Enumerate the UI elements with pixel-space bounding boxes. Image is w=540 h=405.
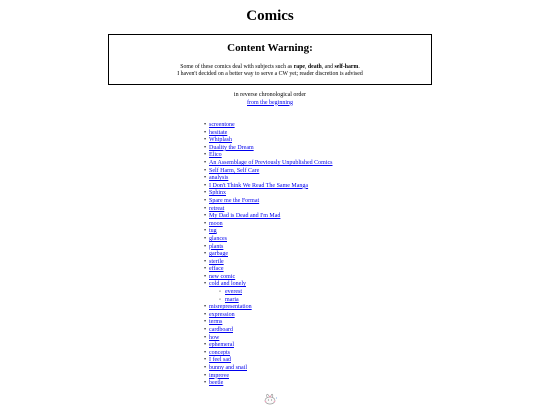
comic-link-everest[interactable]: everest (225, 289, 242, 296)
comic-link-moon[interactable]: moon (209, 220, 223, 227)
warning-line1-prefix: Some of these comics deal with subjects such as (180, 64, 294, 70)
list-item (209, 380, 333, 388)
comic-link-i-feel-sad[interactable]: I feel sad (209, 357, 231, 364)
comic-link-improve[interactable]: improve (209, 372, 229, 379)
comic-link-tug[interactable]: tug (209, 228, 217, 235)
list-item (225, 297, 333, 305)
list-item (209, 198, 333, 206)
comic-link-spare-me-the-format[interactable]: Spare me the Format (209, 197, 260, 204)
comic-link-glances[interactable]: glances (209, 235, 227, 242)
warning-title: Content Warning: (227, 42, 313, 54)
list-item (209, 130, 333, 138)
list-item (209, 274, 333, 282)
list-item (209, 342, 333, 350)
list-item (225, 289, 333, 297)
list-item (209, 213, 333, 221)
list-item (209, 365, 333, 373)
list-item (209, 373, 333, 381)
comic-link-maria[interactable]: maria (225, 296, 239, 303)
warning-end: . (358, 64, 360, 70)
warning-text (109, 64, 431, 78)
comic-link-efface[interactable]: efface (209, 266, 224, 273)
list-item (209, 312, 333, 320)
list-item (209, 137, 333, 145)
list-item (209, 251, 333, 259)
comic-link-ephemeral[interactable]: ephemeral (209, 342, 234, 349)
comic-link-misrepresentation[interactable]: misrepresentation (209, 304, 252, 311)
list-item (209, 327, 333, 335)
list-item (209, 175, 333, 183)
comic-link-screentone[interactable]: screentone (209, 122, 235, 128)
comic-link-sterile[interactable]: sterile (209, 258, 224, 265)
cold-and-lonely-sublist (209, 289, 333, 304)
comic-link-assemblage[interactable]: An Assemblage of Previously Unpublished Comics (209, 159, 333, 166)
comic-link-retreat[interactable]: retreat (209, 205, 225, 212)
list-item (209, 206, 333, 214)
warning-rape: rape (293, 64, 305, 70)
list-item (209, 259, 333, 267)
list-item (209, 183, 333, 191)
comic-link-elico[interactable]: Elico (209, 152, 222, 159)
comic-link-concepts[interactable]: concepts (209, 349, 230, 356)
list-item (209, 160, 333, 168)
list-item (209, 122, 333, 130)
list-item (209, 228, 333, 236)
list-item (209, 304, 333, 312)
warning-sep1: , (305, 64, 308, 70)
order-text: in reverse chronological order (233, 92, 307, 98)
comic-link-sphinx[interactable]: Sphinx (209, 190, 227, 197)
comic-link-cardboard[interactable]: cardboard (209, 327, 233, 334)
comic-link-self-harm-self-care[interactable]: Self Harm, Self Care (209, 167, 260, 174)
comic-link-how[interactable]: how (209, 334, 220, 341)
comic-link-whiplash[interactable]: Whiplash (209, 137, 232, 144)
bunny-doodle-icon (261, 393, 279, 405)
list-item (209, 221, 333, 229)
comic-link-analysis[interactable]: analysis (209, 175, 229, 182)
list-item (209, 168, 333, 176)
warning-sep2: , and (321, 64, 335, 70)
page-title: Comics (246, 8, 294, 24)
comic-link-bunny-and-snail[interactable]: bunny and snail (209, 365, 247, 371)
warning-death: death (307, 64, 322, 70)
comic-link-plants[interactable]: plants (209, 243, 224, 250)
comics-list (209, 122, 333, 388)
comic-link-hesitate[interactable]: hesitate (209, 129, 228, 136)
warning-self-harm: self-harm (334, 64, 359, 70)
comic-link-terms[interactable]: terms (209, 319, 223, 326)
list-item (209, 319, 333, 327)
order-section (0, 92, 540, 107)
list-item (209, 281, 333, 304)
from-beginning-link[interactable]: from the beginning (247, 99, 293, 106)
list-item (209, 145, 333, 153)
comic-link-my-dad-is-dead[interactable]: My Dad is Dead and I'm Mad (209, 213, 281, 220)
comic-link-expression[interactable]: expression (209, 311, 235, 318)
list-item (209, 357, 333, 365)
list-item (209, 244, 333, 252)
comic-link-duality-the-dream[interactable]: Duality the Dream (209, 144, 254, 151)
list-item (209, 190, 333, 198)
warning-line2: I haven't decided on a better way to serve a CW yet; reader discretion is advised (177, 71, 363, 77)
list-item (209, 236, 333, 244)
list-item (209, 335, 333, 343)
comic-link-new-comic[interactable]: new comic (209, 273, 236, 280)
comic-link-cold-and-lonely[interactable]: cold and lonely (209, 281, 246, 288)
comic-link-beetle[interactable]: beetle (209, 380, 224, 387)
list-item (209, 266, 333, 274)
content-warning-box (108, 34, 432, 85)
list-item (209, 152, 333, 160)
comic-link-garbage[interactable]: garbage (209, 251, 228, 258)
comic-link-same-manga[interactable]: I Don't Think We Read The Same Manga (209, 182, 309, 189)
